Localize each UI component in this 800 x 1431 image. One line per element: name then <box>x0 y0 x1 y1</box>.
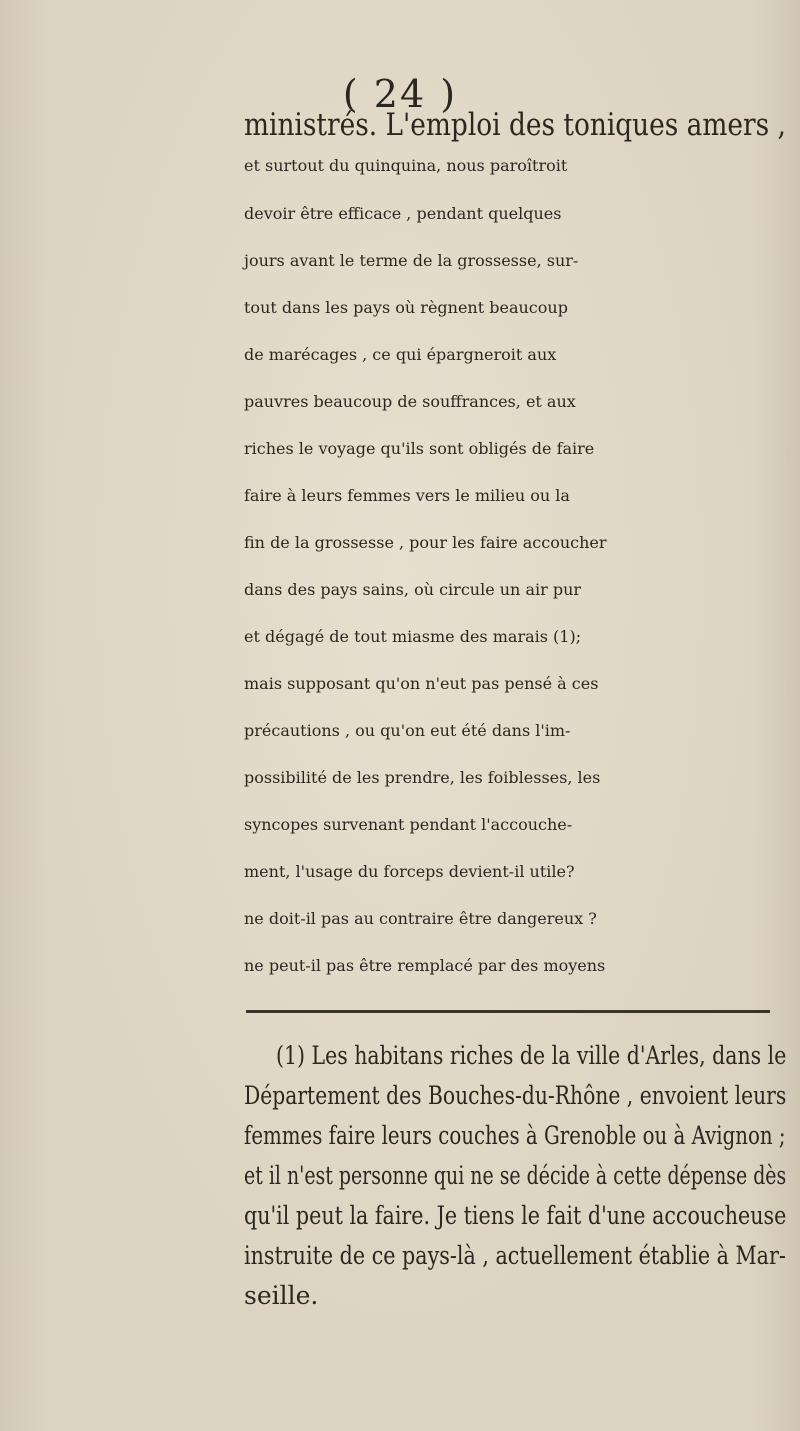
footnote-line: seille. <box>244 1281 319 1310</box>
body-line: et dégagé de tout miasme des marais (1); <box>244 627 582 646</box>
body-line: de marécages , ce qui épargneroit aux <box>244 345 557 364</box>
body-line: jours avant le terme de la grossesse, sur- <box>244 251 579 270</box>
body-line: précautions , ou qu'on eut été dans l'im- <box>244 721 571 740</box>
body-line: fin de la grossesse , pour les faire accoucher <box>244 533 607 552</box>
body-line: faire à leurs femmes vers le milieu ou la <box>244 486 570 505</box>
footnote-line: Département des Bouches-du-Rhône , envoient leurs <box>244 1081 787 1110</box>
body-line: ne doit-il pas au contraire être dangereux ? <box>244 909 597 928</box>
body-line: devoir être efficace , pendant quelques <box>244 204 562 223</box>
footnote-line: instruite de ce pays-là , actuellement établie à Mar- <box>244 1241 786 1270</box>
body-line: dans des pays sains, où circule un air pur <box>244 580 582 599</box>
footnote-line: femmes faire leurs couches à Grenoble ou à Avignon ; <box>244 1121 786 1150</box>
footnote-separator <box>246 1010 770 1013</box>
footnote-line: (1) Les habitans riches de la ville d'Arles, dans le <box>276 1041 787 1070</box>
body-line: ne peut-il pas être remplacé par des moyens <box>244 956 606 975</box>
body-line: tout dans les pays où règnent beaucoup <box>244 298 568 317</box>
page-number: ( 24 ) <box>342 72 458 116</box>
body-line: riches le voyage qu'ils sont obligés de faire <box>244 439 595 458</box>
footnote-line: qu'il peut la faire. Je tiens le fait d'une accoucheuse <box>244 1201 787 1230</box>
footnote-line: et il n'est personne qui ne se décide à cette dépense dès <box>244 1161 787 1190</box>
body-line: et surtout du quinquina, nous paroîtroit <box>244 156 568 175</box>
body-line: mais supposant qu'on n'eut pas pensé à ces <box>244 674 599 693</box>
body-line: ment, l'usage du forceps devient-il utile? <box>244 862 575 881</box>
body-line: syncopes survenant pendant l'accouche- <box>244 815 573 834</box>
body-line: pauvres beaucoup de souffrances, et aux <box>244 392 576 411</box>
body-line: possibilité de les prendre, les foiblesses, les <box>244 768 601 787</box>
body-line: ministrés. L'emploi des toniques amers , <box>244 107 786 143</box>
